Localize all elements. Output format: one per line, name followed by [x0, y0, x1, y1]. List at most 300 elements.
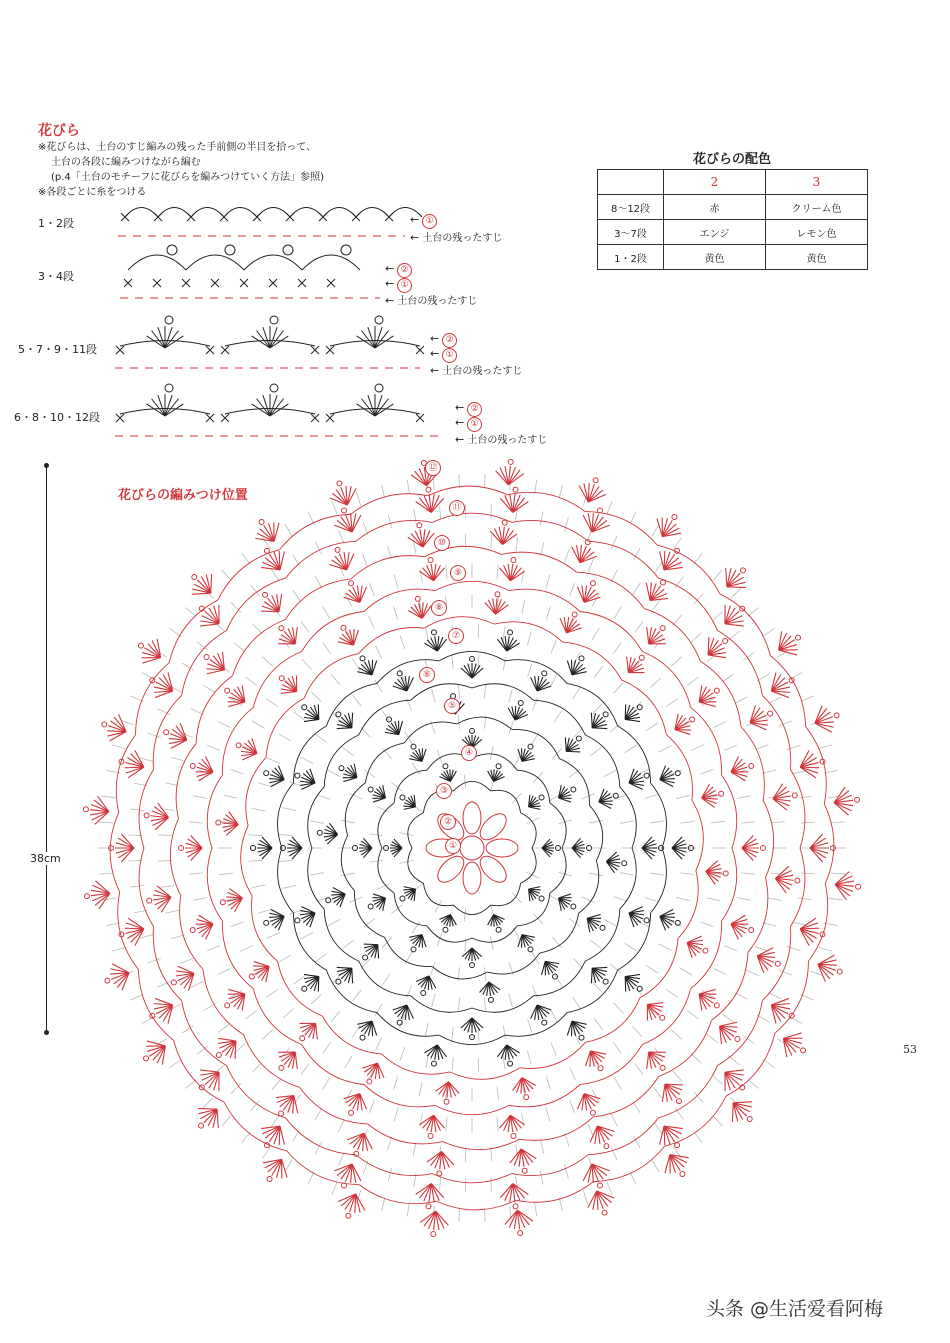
chain-arc [491, 790, 521, 812]
chain-arc [472, 926, 517, 942]
chain-arc [665, 1096, 727, 1146]
chain-arc [359, 700, 411, 735]
picot-stitch [216, 1052, 221, 1057]
picot-stitch [470, 963, 475, 968]
picot-stitch [264, 920, 269, 925]
round-number-11: ⑪ [449, 500, 465, 516]
picot-stitch [513, 487, 518, 492]
chain-arc [453, 905, 490, 914]
background-stitch [189, 822, 203, 823]
chain-arc [176, 744, 196, 819]
background-stitch [700, 922, 713, 926]
picot-stitch [672, 514, 677, 519]
background-stitch [128, 835, 142, 836]
red-petal-stitch [280, 551, 284, 569]
color-table-title: 花びらの配色 [692, 152, 771, 167]
picot-stitch [539, 896, 544, 901]
chain-arc [550, 803, 566, 848]
picot-stitch [83, 807, 88, 812]
background-stitch [743, 652, 755, 660]
background-stitch [712, 1075, 722, 1085]
background-stitch [267, 758, 280, 764]
background-stitch [672, 1030, 682, 1039]
background-stitch [258, 783, 271, 787]
table-cell: 3〜7段 [598, 220, 664, 245]
picot-stitch [363, 955, 368, 960]
black-petal-stitch [337, 728, 352, 729]
red-petal-stitch [316, 1023, 318, 1039]
chain-arc [517, 770, 550, 803]
chain-arc [533, 700, 585, 735]
chain-arc [692, 800, 703, 870]
red-petal-stitch [731, 772, 747, 777]
red-petal-stitch [726, 568, 727, 587]
background-stitch [99, 873, 113, 874]
background-stitch [535, 1203, 537, 1217]
red-petal-stitch [280, 1126, 284, 1144]
chain-arc [456, 717, 511, 729]
background-stitch [301, 1063, 309, 1074]
chain-arc [356, 1155, 433, 1176]
chain-arc [394, 893, 427, 926]
picot-stitch [719, 791, 724, 796]
picot-stitch [279, 1111, 284, 1116]
background-stitch [218, 968, 231, 974]
instruction-line-4: ※各段ごとに糸をつける [38, 187, 147, 198]
picot-stitch [579, 1035, 584, 1040]
background-stitch [687, 1011, 698, 1019]
round-number-1: ① [445, 838, 461, 854]
picot-stitch [302, 986, 307, 991]
picot-stitch [411, 947, 416, 952]
picot-stitch [660, 626, 665, 631]
background-stitch [604, 770, 616, 777]
red-petal-stitch [783, 1033, 801, 1038]
picot-stitch [368, 787, 373, 792]
picot-stitch [190, 927, 195, 932]
strip3-base-label: ← 土台の残ったすじ [430, 364, 523, 377]
red-petal-stitch [282, 1159, 287, 1177]
background-stitch [230, 770, 243, 774]
picot-stitch [317, 830, 322, 835]
chain-arc [278, 783, 294, 848]
picot-stitch [528, 947, 533, 952]
chain-arc [762, 696, 790, 770]
red-petal-stitch [665, 1155, 670, 1173]
background-stitch [458, 715, 459, 729]
background-stitch [317, 795, 330, 800]
background-stitch [590, 940, 601, 949]
chain-arc [622, 680, 667, 734]
picot-stitch [795, 878, 800, 883]
background-stitch [240, 745, 253, 751]
chain-arc [589, 805, 602, 860]
background-stitch [369, 616, 375, 629]
background-stitch [293, 555, 300, 567]
background-stitch [798, 898, 812, 900]
background-stitch [252, 808, 266, 810]
picot-stitch [216, 820, 221, 825]
background-stitch [735, 697, 747, 704]
red-petal-stitch [646, 583, 650, 601]
background-stitch [666, 989, 677, 997]
background-stitch [801, 873, 815, 874]
chain-arc [659, 1020, 712, 1076]
background-stitch [328, 770, 340, 777]
black-petal-stitch [378, 945, 379, 959]
black-petal-stitch [352, 968, 353, 983]
black-petal-stitch [625, 719, 640, 721]
background-stitch [271, 1116, 279, 1127]
round-number-4: ④ [461, 745, 477, 761]
background-stitch [722, 1014, 734, 1022]
background-stitch [559, 485, 562, 499]
background-stitch [522, 1113, 525, 1127]
picot-stitch [714, 1003, 719, 1008]
background-stitch [650, 678, 660, 687]
chain-arc [408, 848, 424, 883]
background-stitch [724, 745, 737, 750]
picot-stitch [249, 974, 254, 979]
chain-arc [550, 848, 566, 893]
red-petal-stitch [657, 518, 662, 536]
red-petal-stitch [702, 798, 715, 807]
background-stitch [140, 934, 154, 938]
picot-stitch [571, 787, 576, 792]
picot-stitch [428, 1134, 433, 1139]
background-stitch [315, 1142, 321, 1154]
picot-stitch [339, 766, 344, 771]
background-stitch [769, 697, 782, 703]
red-petal-stitch [660, 551, 664, 569]
background-stitch [497, 1117, 498, 1131]
black-petal-stitch [304, 719, 319, 721]
picot-stitch [511, 1134, 516, 1139]
center-petal [486, 839, 518, 857]
red-petal-stitch [197, 919, 213, 924]
picot-stitch [144, 813, 149, 818]
petal-section-title: 花びら [38, 123, 80, 139]
background-stitch [512, 893, 521, 903]
picot-stitch [470, 657, 475, 662]
chain-arc [381, 1054, 449, 1074]
chain-arc [351, 556, 425, 579]
picot-stitch [622, 861, 627, 866]
background-stitch [252, 624, 262, 634]
background-stitch [484, 997, 485, 1011]
chain-arc [533, 961, 585, 996]
chain-arc [364, 589, 435, 611]
picot-stitch [431, 630, 436, 635]
background-stitch [570, 583, 575, 596]
black-petal-stitch [591, 713, 592, 728]
picot-stitch [680, 1171, 685, 1176]
chain-arc [435, 1105, 509, 1114]
picot-stitch [444, 1099, 449, 1104]
background-stitch [231, 602, 241, 612]
background-stitch [675, 577, 684, 588]
chain-arc [516, 1182, 593, 1203]
chain-arc [252, 896, 278, 962]
picot-stitch [576, 736, 581, 741]
background-stitch [165, 783, 179, 786]
background-stitch [592, 628, 599, 640]
black-petal-stitch [542, 961, 546, 975]
background-stitch [369, 1067, 375, 1080]
red-petal-stitch [720, 1022, 738, 1026]
background-stitch [711, 821, 725, 822]
background-stitch [573, 687, 581, 699]
background-stitch [322, 1078, 329, 1090]
picot-stitch [411, 744, 416, 749]
background-stitch [193, 898, 207, 901]
background-stitch [763, 1060, 774, 1068]
chain-arc [580, 1044, 642, 1084]
background-stitch [377, 884, 390, 890]
background-stitch [301, 757, 313, 764]
table-cell: 黄色 [766, 245, 868, 270]
background-stitch [700, 770, 713, 774]
chain-arc [279, 514, 350, 549]
background-stitch [590, 747, 601, 756]
chain-arc [512, 729, 559, 758]
picot-stitch [511, 557, 516, 562]
picot-stitch [556, 846, 561, 851]
background-stitch [551, 674, 557, 687]
black-petal-stitch [565, 737, 566, 751]
chain-arc [505, 660, 567, 684]
strip1-marker-1: ← ① [410, 213, 437, 229]
background-stitch [625, 943, 637, 950]
chain-arc [435, 581, 509, 590]
chain-arc [517, 893, 550, 926]
center-petal [463, 862, 481, 894]
background-stitch [405, 952, 412, 964]
background-stitch [768, 898, 782, 900]
chain-arc [790, 770, 805, 848]
black-petal-stitch [625, 974, 640, 976]
background-stitch [407, 1203, 409, 1217]
background-stitch [439, 1177, 440, 1191]
background-stitch [310, 873, 324, 875]
background-stitch [394, 606, 398, 619]
red-petal-stitch [108, 732, 126, 736]
background-stitch [230, 922, 243, 926]
chain-arc [359, 961, 411, 996]
background-stitch [388, 1137, 392, 1150]
background-stitch [262, 1030, 272, 1039]
red-petal-stitch [727, 587, 746, 588]
background-stitch [755, 745, 768, 750]
background-stitch [315, 576, 322, 588]
red-petal-stitch [192, 593, 211, 594]
chain-arc [278, 961, 323, 1015]
picot-stitch [495, 592, 500, 597]
chain-arc [300, 1087, 368, 1123]
background-stitch [311, 692, 321, 702]
black-petal-stitch [372, 1021, 373, 1036]
background-stitch [522, 600, 525, 614]
chain-arc [341, 836, 354, 891]
chain-arc [432, 513, 511, 522]
background-stitch [570, 1067, 576, 1080]
picot-stitch [488, 997, 493, 1002]
background-stitch [503, 1056, 505, 1070]
background-stitch [464, 774, 465, 788]
picot-stitch [496, 927, 501, 932]
chain-arc [658, 1066, 717, 1118]
black-petal-stitch [529, 807, 541, 810]
chain-arc [324, 909, 359, 961]
picot-stitch [400, 896, 405, 901]
red-petal-stitch [217, 1109, 218, 1128]
chain-arc [285, 579, 350, 620]
background-stitch [741, 822, 755, 823]
background-stitch [569, 769, 580, 777]
picot-stitch [353, 846, 358, 851]
background-stitch [594, 666, 602, 677]
picot-stitch [199, 1123, 204, 1128]
background-stitch [446, 1117, 447, 1131]
red-petal-stitch [708, 655, 726, 658]
picot-stitch [855, 797, 860, 802]
round-number-2: ② [440, 814, 456, 830]
picot-stitch [267, 1177, 272, 1182]
background-stitch [620, 873, 634, 875]
background-stitch [419, 1083, 422, 1097]
picot-stitch [792, 793, 797, 798]
background-stitch [130, 885, 144, 887]
picot-stitch [336, 979, 341, 984]
background-stitch [160, 886, 174, 888]
background-stitch [339, 531, 344, 544]
chain-arc [226, 1066, 285, 1118]
background-stitch [741, 873, 755, 874]
background-stitch [551, 640, 556, 653]
background-stitch [818, 947, 831, 951]
chain-arc [196, 676, 232, 744]
background-stitch [565, 1133, 569, 1146]
background-stitch [231, 1084, 241, 1094]
background-stitch [490, 746, 493, 760]
red-petal-stitch [662, 1084, 665, 1102]
round-number-3: ③ [436, 783, 452, 799]
picot-stitch [528, 744, 533, 749]
picot-stitch [508, 459, 513, 464]
chain-arc [139, 770, 154, 848]
background-stitch [171, 757, 184, 761]
chain-arc [302, 1044, 364, 1084]
picot-stitch [147, 898, 152, 903]
background-stitch [614, 1003, 623, 1013]
background-stitch [673, 615, 682, 625]
background-stitch [527, 1051, 531, 1065]
chain-arc [721, 775, 736, 848]
table-header-cell: 3 [766, 170, 868, 195]
row-label-6-12: 6・8・10・12段 [14, 411, 100, 424]
red-petal-stitch [198, 1108, 217, 1109]
red-petal-stitch [279, 594, 282, 612]
background-stitch [382, 974, 390, 986]
background-stitch [218, 721, 231, 727]
table-cell: エンジ [664, 220, 766, 245]
background-stitch [420, 569, 423, 583]
background-stitch [497, 1087, 498, 1101]
background-stitch [169, 1060, 180, 1068]
background-stitch [484, 685, 485, 699]
strip2-marker-1: ← ① [385, 277, 412, 293]
chain-arc [576, 572, 644, 608]
picot-stitch [539, 795, 544, 800]
chain-arc [512, 520, 589, 541]
picot-stitch [431, 1061, 436, 1066]
background-stitch [583, 1190, 587, 1203]
picot-stitch [349, 581, 354, 586]
strip4-base-label: ← 土台の残ったすじ [455, 433, 548, 446]
picot-stitch [524, 1095, 529, 1100]
background-stitch [779, 970, 792, 975]
background-stitch [222, 1116, 231, 1126]
background-stitch [636, 921, 649, 927]
picot-stitch [225, 1003, 230, 1008]
background-stitch [435, 900, 442, 912]
background-stitch [99, 822, 113, 823]
background-stitch [491, 1177, 492, 1191]
picot-stitch [602, 1210, 607, 1215]
background-stitch [635, 621, 643, 632]
chain-arc [246, 757, 266, 825]
red-petal-stitch [197, 772, 213, 777]
chain-arc [748, 877, 768, 952]
background-stitch [252, 885, 266, 887]
black-petal-stitch [399, 721, 403, 735]
background-stitch [224, 795, 238, 798]
background-stitch [242, 553, 251, 564]
picot-stitch [349, 1110, 354, 1115]
chain-arc [678, 870, 698, 938]
background-stitch [112, 947, 125, 951]
picot-stitch [295, 918, 300, 923]
black-petal-stitch [592, 728, 607, 729]
background-stitch [673, 1071, 682, 1081]
background-stitch [714, 968, 727, 974]
background-stitch [818, 745, 831, 749]
background-stitch [787, 745, 800, 749]
background-stitch [676, 897, 690, 900]
background-stitch [345, 1056, 352, 1068]
picot-stitch [593, 478, 598, 483]
background-stitch [573, 997, 581, 1009]
background-stitch [285, 1160, 292, 1172]
background-stitch [352, 1026, 359, 1038]
chain-arc [588, 541, 658, 578]
round-number-6: ⑥ [419, 667, 435, 683]
picot-stitch [587, 846, 592, 851]
picot-stitch [542, 671, 547, 676]
background-stitch [400, 833, 414, 836]
chain-arc [266, 698, 304, 757]
background-stitch [614, 607, 621, 619]
strip2-marker-2: ← ② [385, 262, 412, 278]
table-header-cell: 2 [664, 170, 766, 195]
red-petal-stitch [731, 919, 747, 924]
picot-stitch [192, 575, 197, 580]
picot-stitch [337, 481, 342, 486]
background-stitch [592, 982, 601, 992]
background-stitch [763, 628, 774, 636]
picot-stitch [443, 927, 448, 932]
picot-stitch [295, 773, 300, 778]
